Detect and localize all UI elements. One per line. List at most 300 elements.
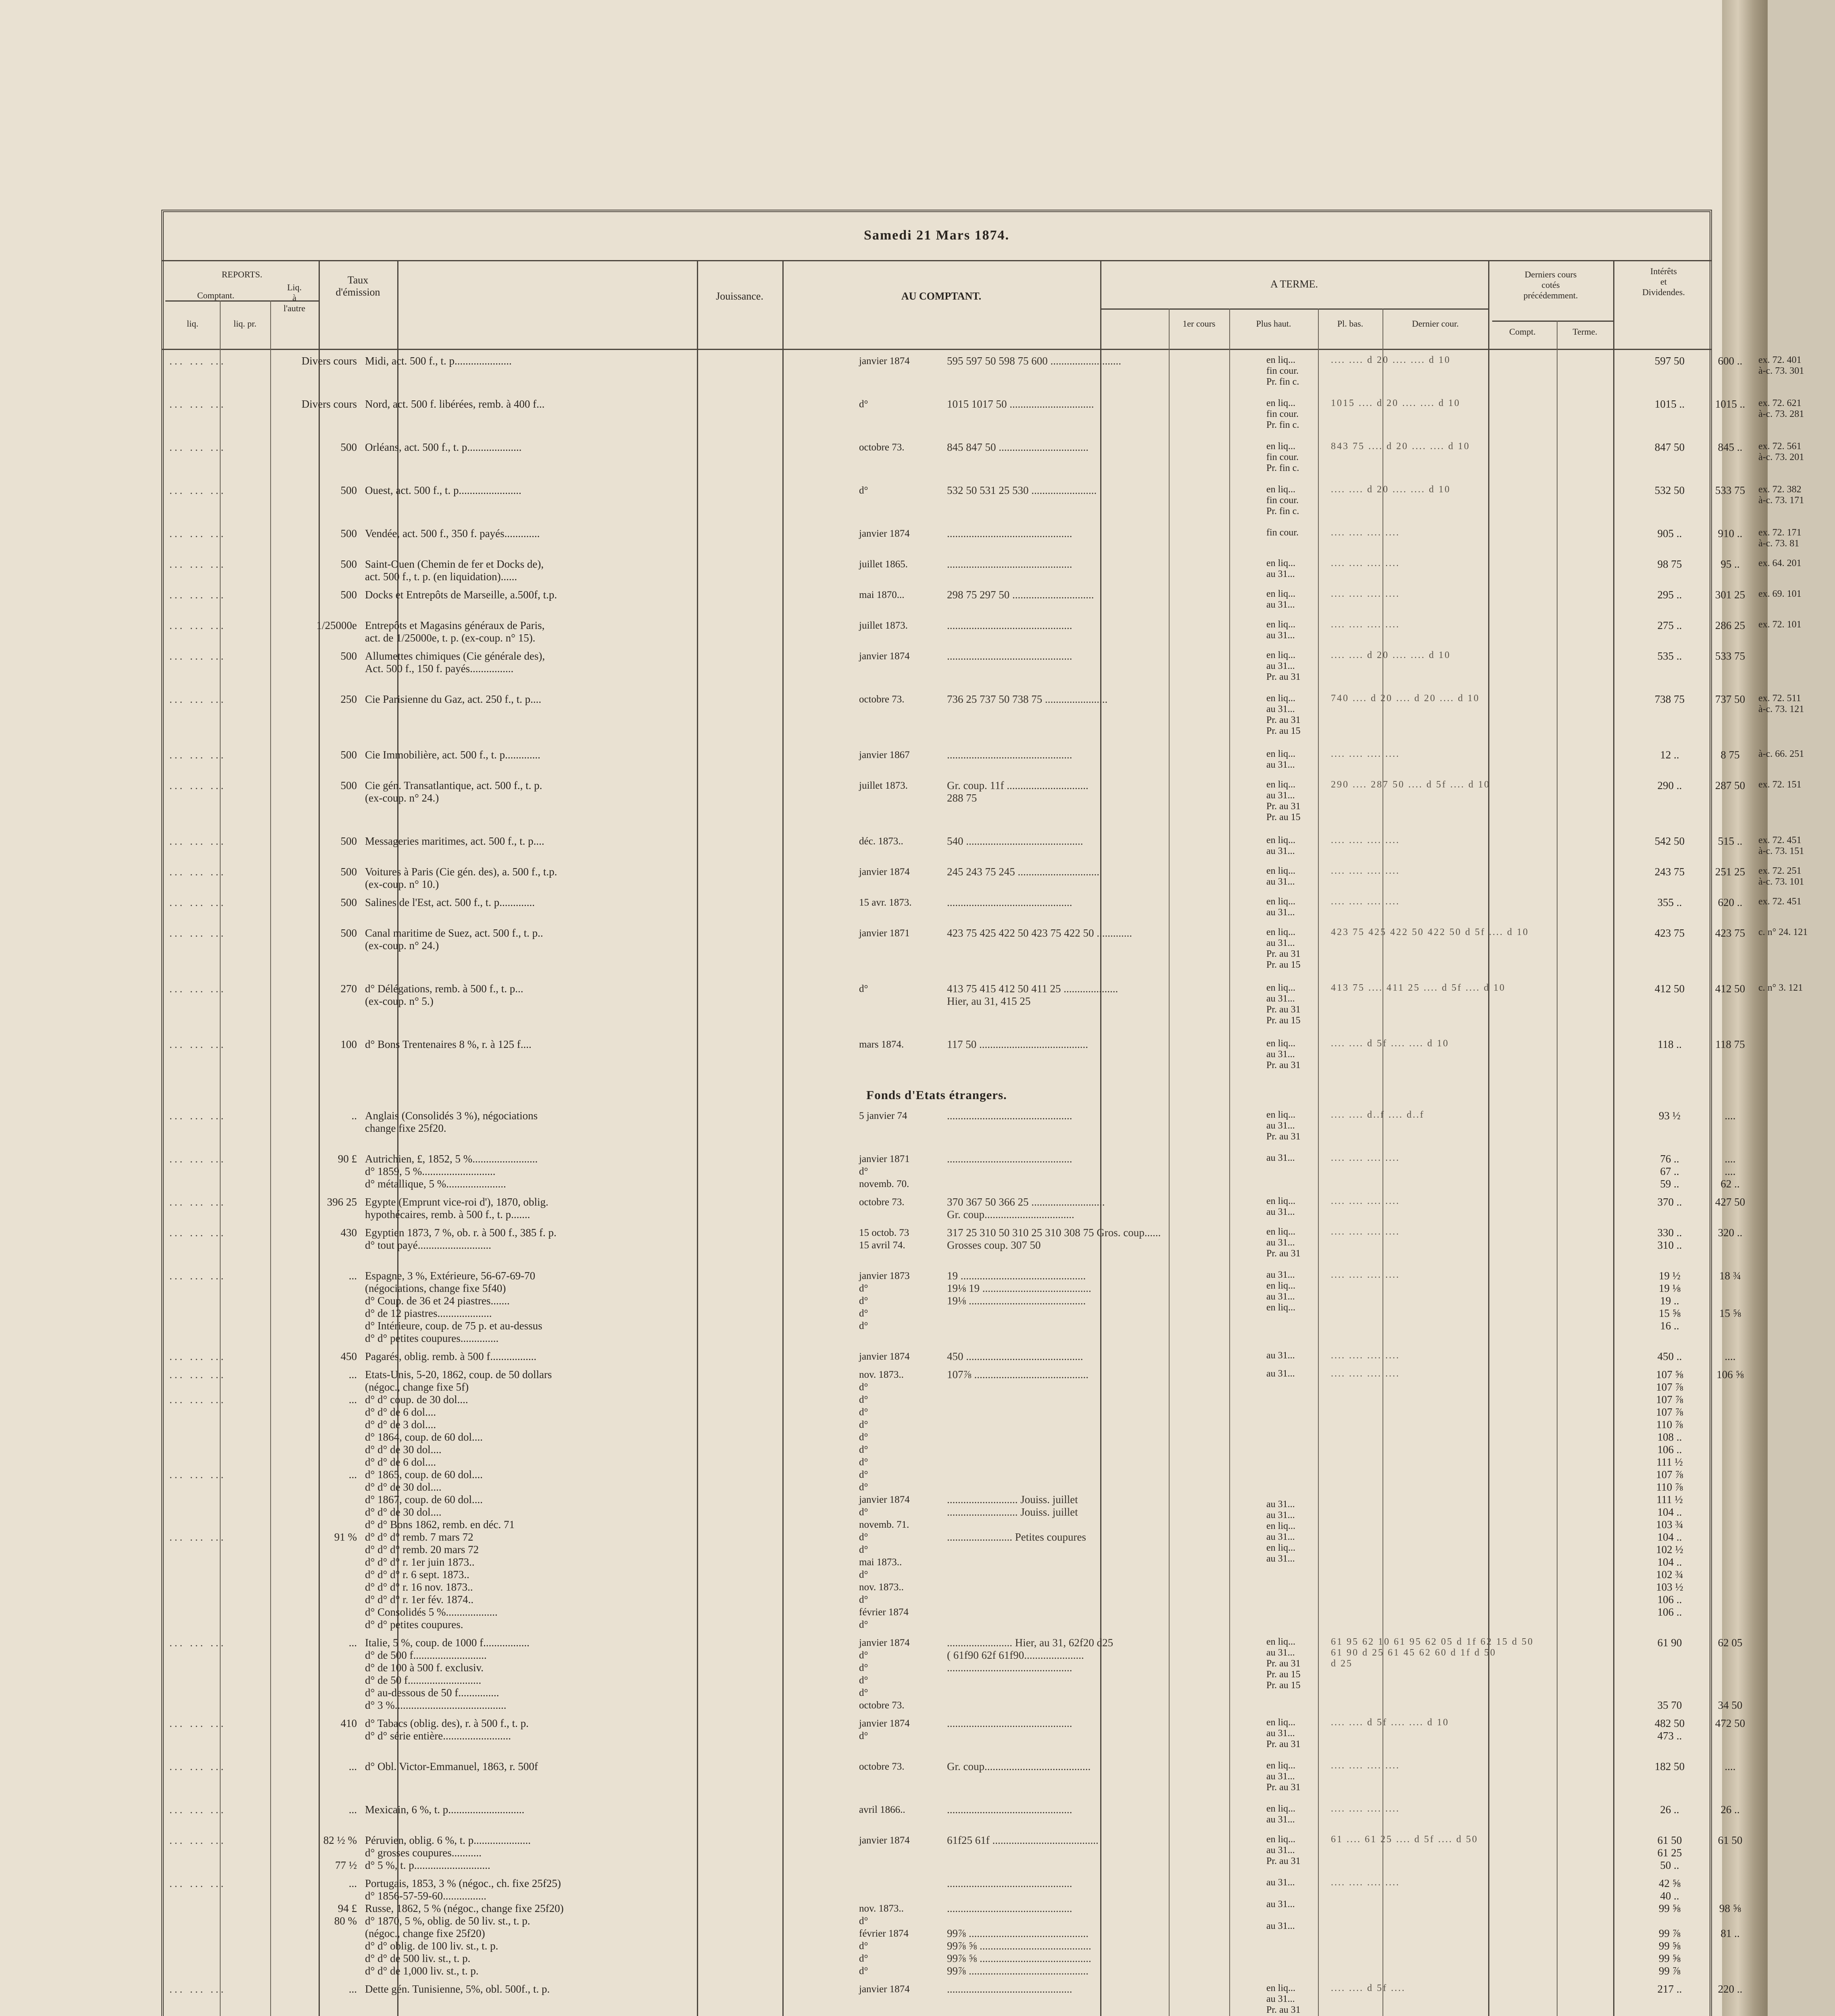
table-row (161, 1834, 1743, 1877)
terme-type: en liq... au 31... Pr. au 31 (1266, 1834, 1301, 1866)
interest-dividend: ex. 72. 621 à-c. 73. 281 (1758, 398, 1804, 419)
jouissance-cell: janvier 1873 d° d° d° d° (859, 1270, 910, 1331)
reports-cell: ... ... ... (169, 1877, 226, 1889)
taux-cell: 100 (340, 1038, 357, 1050)
terme-type: au 31... (1266, 1153, 1295, 1163)
table-row (161, 1983, 1743, 2016)
terme-prices: .... .... .... .... (1331, 749, 1400, 759)
previous-comptant: 423 75 (1654, 927, 1685, 939)
comptant-prices: 61f25 61f ....................................... (947, 1834, 1099, 1846)
comptant-prices: .............................................. (947, 749, 1072, 761)
terme-prices: .... .... .... .... (1331, 1350, 1400, 1361)
table-row (161, 650, 1745, 693)
jouissance-cell: octobre 73. (859, 1197, 905, 1208)
reports-cell: ... ... ... (169, 1227, 226, 1239)
taux-cell: 500 (340, 527, 357, 539)
table-row (161, 619, 1802, 650)
taux-cell: Divers cours (301, 398, 357, 410)
jouissance-cell: mars 1874. (859, 1039, 904, 1050)
taux-cell: 500 (340, 927, 357, 939)
interest-dividend: ex. 72. 451 (1758, 896, 1802, 907)
security-name: Cie Immobilière, act. 500 f., t. p............. (365, 749, 540, 761)
terme-type: en liq... au 31... (1266, 896, 1295, 918)
hdr-interets: Intérêts et Dividendes. (1642, 266, 1685, 297)
previous-terme: 600 .. (1718, 355, 1743, 367)
terme-prices: .... .... .... .... (1331, 1804, 1400, 1814)
jouissance-cell: d° (859, 983, 868, 994)
previous-comptant: 26 .. (1660, 1804, 1679, 1816)
previous-comptant: 61 50 61 25 50 .. (1657, 1834, 1682, 1871)
security-name: Saint-Ouen (Chemin de fer et Docks de), act. 500 f., t. p. (en liquidation)...... (365, 558, 544, 583)
comptant-prices: .............................................. (947, 650, 1072, 662)
terme-type: en liq... au 31... (1266, 1804, 1295, 1825)
terme-prices: .... .... .... .... (1331, 1153, 1400, 1163)
previous-terme: 251 25 (1715, 866, 1745, 878)
previous-terme: 286 25 (1715, 619, 1745, 631)
previous-comptant: 482 50 473 .. (1654, 1717, 1685, 1742)
taux-cell: 500 (340, 484, 357, 496)
terme-prices: .... .... .... .... (1331, 866, 1400, 876)
comptant-prices: 298 75 297 50 .............................. (947, 589, 1094, 601)
terme-prices: .... .... .... .... (1331, 835, 1400, 846)
security-name: Anglais (Consolidés 3 %), négociations change fixe 25f20. (365, 1110, 538, 1134)
security-name: Orléans, act. 500 f., t. p.................... (365, 441, 522, 453)
terme-type: en liq... au 31... (1266, 749, 1295, 770)
jouissance-cell: nov. 1873.. d° février 1874 d° d° d° (859, 1903, 909, 1976)
table-row (161, 441, 1804, 484)
previous-comptant: 12 .. (1660, 749, 1679, 761)
terme-type: en liq... au 31... Pr. au 31 (1266, 1110, 1301, 1142)
table-row (161, 1196, 1745, 1227)
taux-cell: 1/25000e (316, 619, 357, 631)
terme-type: en liq... fin cour. Pr. fin c. (1266, 441, 1299, 473)
interest-dividend: à-c. 66. 251 (1758, 749, 1804, 759)
previous-terme: 287 50 (1715, 779, 1745, 791)
terme-prices: 843 75 .... d 20 .... .... d 10 (1331, 441, 1470, 452)
taux-cell: ... (348, 1983, 357, 1995)
taux-cell: 82 ½ % 77 ½ (323, 1834, 357, 1871)
reports-cell: ... ... ... ... ... ... ... ... ... ... ... ... (169, 1368, 226, 1543)
security-name: Salines de l'Est, act. 500 f., t. p............. (365, 896, 535, 908)
taux-cell: 90 £ (338, 1153, 357, 1165)
terme-type: en liq... au 31... Pr. au 31 Pr. au 15 Pr. au 15 (1266, 1637, 1301, 1691)
terme-prices: 61 95 62 10 61 95 62 05 d 1f 62 15 d 50 61 90 d 25 61 45 62 60 d 1f d 50 d 25 (1331, 1637, 1534, 1669)
security-name: Egyptien 1873, 7 %, ob. r. à 500 f., 385 f. p. d° tout payé........................... (365, 1227, 557, 1251)
previous-comptant: 182 50 (1654, 1760, 1685, 1772)
reports-cell: ... ... ... (169, 1983, 226, 1995)
jouissance-cell: janvier 1874 (859, 651, 910, 662)
security-name: Vendée, act. 500 f., 350 f. payés............. (365, 527, 540, 539)
hdr-pl-bas: Pl. bas. (1337, 319, 1364, 329)
security-name: Autrichien, £, 1852, 5 %........................ d° 1859, 5 %........................... d° métallique, 5 %...................... (365, 1153, 538, 1190)
terme-prices: .... .... d 5f .... (1331, 1983, 1405, 1993)
previous-terme: 533 75 (1715, 650, 1745, 662)
terme-prices: 413 75 .... 411 25 .... d 5f .... d 10 (1331, 983, 1506, 993)
previous-comptant: 76 .. 67 .. 59 .. (1660, 1153, 1679, 1190)
terme-type: en liq... au 31... (1266, 866, 1295, 887)
terme-type: en liq... au 31... Pr. au 31 (1266, 650, 1301, 682)
comptant-prices: .............................................. (947, 1804, 1072, 1816)
previous-terme: 427 50 (1715, 1196, 1745, 1208)
terme-prices: .... .... .... .... (1331, 1227, 1400, 1237)
jouissance-cell: janvier 1874 (859, 528, 910, 539)
comptant-prices: 413 75 415 412 50 411 25 .................... Hier, au 31, 415 25 (947, 983, 1118, 1007)
security-name: Egypte (Emprunt vice-roi d'), 1870, oblig. hypothécaires, remb. à 500 f., t. p....... (365, 1196, 548, 1220)
interest-dividend: ex. 72. 101 (1758, 619, 1802, 630)
previous-comptant: 295 .. (1657, 589, 1682, 601)
table-row (161, 355, 1804, 398)
jouissance-cell: nov. 1873.. d° d° d° d° d° d° d° d° d° janvier 1874 d° novemb. 71. d° d° mai 1873.. d° nov. 1873.. d° février 1874 d° (859, 1369, 910, 1630)
previous-terme: 533 75 (1715, 484, 1745, 496)
security-name: Midi, act. 500 f., t. p..................... (365, 355, 512, 367)
previous-terme: 118 75 (1715, 1038, 1745, 1050)
security-name: Cie Parisienne du Gaz, act. 250 f., t. p.... (365, 693, 542, 705)
previous-comptant: 118 .. (1658, 1038, 1682, 1050)
table-row (161, 983, 1803, 1038)
previous-terme: 98 ⅝ 81 .. (1719, 1902, 1741, 1939)
terme-prices: .... .... d 5f .... .... d 10 (1331, 1717, 1449, 1728)
taux-cell: 500 (340, 749, 357, 761)
hdr-taux: Taux d'émission (336, 274, 380, 298)
reports-cell: ... ... ... (169, 558, 226, 570)
taux-cell: ... (348, 1804, 357, 1816)
reports-cell: ... ... ... (169, 1038, 226, 1050)
reports-cell: ... ... ... (169, 619, 226, 631)
previous-comptant: 1015 .. (1654, 398, 1685, 410)
security-name: Voitures à Paris (Cie gén. des), a. 500 f., t.p. (ex-coup. n° 10.) (365, 866, 557, 890)
table-row (161, 1350, 1736, 1368)
jouissance-cell: janvier 1867 (859, 750, 910, 760)
previous-terme: 8 75 (1720, 749, 1740, 761)
previous-comptant: 275 .. (1657, 619, 1682, 631)
hdr-derniers-cours: Derniers cours cotés précédemment. (1523, 269, 1578, 300)
comptant-prices: .............................................. (947, 1153, 1072, 1165)
previous-terme: .... .... 62 .. (1720, 1153, 1740, 1190)
comptant-prices: 736 25 737 50 738 75 ....................... (947, 693, 1108, 705)
interest-dividend: ex. 72. 511 à-c. 73. 121 (1758, 693, 1804, 714)
taux-cell: 500 (340, 835, 357, 847)
jouissance-cell: janvier 1874 (859, 356, 910, 367)
interest-dividend: c. n° 3. 121 (1758, 983, 1803, 993)
interest-dividend: ex. 72. 382 à-c. 73. 171 (1758, 484, 1804, 506)
terme-type: en liq... au 31... Pr. au 31 (1266, 1038, 1301, 1070)
hdr-liq-pr: liq. pr. (234, 319, 256, 329)
table-row (161, 1877, 1741, 1983)
hdr-terme: Terme. (1572, 327, 1597, 337)
header-bottom-rule (161, 349, 1712, 350)
table-row (161, 1153, 1740, 1196)
terme-prices: .... .... .... .... (1331, 1760, 1400, 1771)
jouissance-cell: 15 avr. 1873. (859, 897, 912, 908)
jouissance-cell: janvier 1871 (859, 928, 910, 939)
reports-cell: ... ... ... (169, 1637, 226, 1649)
hdr-reports: REPORTS. (221, 269, 263, 279)
previous-terme: 106 ⅝ (1716, 1368, 1744, 1381)
previous-terme: .... (1724, 1350, 1736, 1362)
comptant-prices: Gr. coup....................................... (947, 1760, 1091, 1772)
security-name: Allumettes chimiques (Cie générale des), Act. 500 f., 150 f. payés................ (365, 650, 545, 675)
previous-terme: 62 05 34 50 (1718, 1637, 1743, 1711)
security-name: Pagarés, oblig. remb. à 500 f................. (365, 1350, 537, 1362)
previous-terme: 845 .. (1718, 441, 1743, 453)
previous-comptant: 42 ⅝ 40 .. 99 ⅝ 99 ⅞ 99 ⅝ 99 ⅝ 99 ⅞ (1659, 1877, 1681, 1977)
interest-dividend: ex. 72. 251 à-c. 73. 101 (1758, 866, 1804, 887)
previous-comptant: 290 .. (1657, 779, 1682, 791)
jouissance-cell: d° (859, 399, 868, 410)
taux-cell: 500 (340, 896, 357, 908)
table-row (161, 1270, 1741, 1350)
previous-comptant: 905 .. (1657, 527, 1682, 539)
reports-cell: ... ... ... (169, 1270, 226, 1282)
terme-prices: .... .... .... .... (1331, 1368, 1400, 1379)
table-row (161, 779, 1802, 835)
previous-comptant: 19 ½ 19 ⅛ 19 .. 15 ⅝ 16 .. (1659, 1270, 1681, 1332)
comptant-prices: 532 50 531 25 530 ........................ (947, 484, 1097, 496)
table-row (161, 835, 1804, 866)
table-row (161, 1368, 1744, 1637)
previous-comptant: 61 90 35 70 (1657, 1637, 1682, 1711)
reports-cell: ... ... ... (169, 983, 226, 995)
previous-terme: 1015 .. (1715, 398, 1745, 410)
terme-prices: .... .... .... .... (1331, 1877, 1400, 1888)
derniers-subrule (1492, 321, 1613, 322)
previous-comptant: 93 ½ (1659, 1110, 1681, 1122)
reports-cell: ... ... ... (169, 1804, 226, 1816)
table-row (161, 558, 1802, 589)
comptant-prices: .............................................. (947, 896, 1072, 908)
terme-type: au 31... en liq... au 31... en liq... (1266, 1270, 1295, 1313)
taux-cell: ... (348, 1760, 357, 1772)
previous-comptant: 738 75 (1654, 693, 1685, 705)
a-terme-subrule (1101, 308, 1488, 310)
table-row (161, 1110, 1736, 1153)
interest-dividend: ex. 64. 201 (1758, 558, 1802, 569)
taux-cell: 500 (340, 779, 357, 791)
terme-type: au 31... au 31... au 31... en liq... au 31... en liq... au 31... (1266, 1368, 1295, 1564)
previous-terme: 18 ¾ 15 ⅝ (1719, 1270, 1741, 1319)
terme-type: au 31... (1266, 1350, 1295, 1361)
previous-terme: 26 .. (1720, 1804, 1740, 1816)
comptant-prices: 19 .............................................. 19⅛ 19 ........................................ 19⅛ ........................................... (947, 1270, 1091, 1307)
reports-cell: ... ... ... (169, 866, 226, 878)
terme-prices: 1015 .... d 20 .... .... d 10 (1331, 398, 1460, 408)
taux-cell: ... ... ... 91 % (334, 1368, 357, 1543)
reports-cell: ... ... ... (169, 835, 226, 847)
security-name: Etats-Unis, 5-20, 1862, coup. de 50 dollars (négoc., change fixe 5f) d° d° coup. de 30 dol.... d° d° de 6 dol.... d° d° de 3 dol.... d° 1864, coup. de 60 dol.... d° d° de 30 dol.... d° d° de 6 dol.... d° 1865, coup. de 60 dol.... d° d° de 30 dol.... d° 1867, coup. de 60 dol.... d° d° de 30 dol.... d° d° Bons 1862, remb. en déc. 71 d° d° d° remb. 7 mars 72 d° d° d° remb. 20 mars 72 d° d° d° r. 1er juin 1873.. d° d° d° r. 6 sept. 1873.. d° d° d° r. 16 nov. 1873.. d° d° d° r. 1er fév. 1874.. d° Consolidés 5 %................... d° d° petites coupures. (365, 1368, 552, 1631)
reports-cell: ... ... ... (169, 398, 226, 410)
terme-prices: .... .... d..f .... d..f (1331, 1110, 1424, 1120)
comptant-prices: .............................................. (947, 619, 1072, 631)
page-title: Samedi 21 Mars 1874. (863, 228, 1010, 243)
taux-cell: 500 (340, 441, 357, 453)
terme-type: en liq... fin cour. Pr. fin c. (1266, 484, 1299, 516)
taux-cell: 450 (340, 1350, 357, 1362)
jouissance-cell: janvier 1874 d° d° d° d° octobre 73. (859, 1637, 910, 1711)
comptant-prices: 450 ........................................... (947, 1350, 1083, 1362)
taux-cell: ... 94 £ 80 % (334, 1877, 357, 1927)
previous-comptant: 450 .. (1657, 1350, 1682, 1362)
comptant-prices: .............................................. (947, 1110, 1072, 1122)
security-name: Dette gén. Tunisienne, 5%, obl. 500f., t. p. (365, 1983, 550, 1995)
hdr-1er-cours: 1er cours (1182, 319, 1216, 329)
reports-cell: ... ... ... (169, 650, 226, 662)
terme-type: en liq... au 31... Pr. au 31 Pr. au 15 (1266, 693, 1301, 736)
table-row (161, 927, 1808, 983)
terme-prices: .... .... .... .... (1331, 1196, 1400, 1206)
comptant-prices: 117 50 ........................................ (947, 1038, 1088, 1050)
security-name: Docks et Entrepôts de Marseille, a.500f, t.p. (365, 589, 557, 601)
table-row (161, 1227, 1743, 1270)
taux-cell: 270 (340, 983, 357, 995)
hdr-comptant: Comptant. (197, 290, 235, 300)
previous-comptant: 370 .. (1657, 1196, 1682, 1208)
security-name: d° Obl. Victor-Emmanuel, 1863, r. 500f (365, 1760, 538, 1772)
table-row (161, 1717, 1745, 1760)
jouissance-cell: 5 janvier 74 (859, 1110, 907, 1121)
jouissance-cell: d° (859, 485, 868, 496)
reports-cell: ... ... ... (169, 1196, 226, 1208)
security-name: Entrepôts et Magasins généraux de Paris, act. de 1/25000e, t. p. (ex-coup. n° 15). (365, 619, 545, 644)
terme-type: fin cour. (1266, 527, 1299, 538)
reports-cell: ... ... ... (169, 1110, 226, 1122)
security-name: Mexicain, 6 %, t. p............................ (365, 1804, 525, 1816)
reports-cell: ... ... ... (169, 1760, 226, 1772)
terme-type: en liq... au 31... Pr. au 31 (1266, 1227, 1301, 1259)
terme-prices: 423 75 425 422 50 422 50 d 5f .... d 10 (1331, 927, 1529, 937)
comptant-prices: 1015 1017 50 ............................... (947, 398, 1094, 410)
previous-terme: 423 75 (1715, 927, 1745, 939)
previous-comptant: 597 50 (1654, 355, 1685, 367)
reports-cell: ... ... ... (169, 693, 226, 705)
jouissance-cell: juillet 1865. (859, 559, 908, 570)
previous-comptant: 217 .. (1657, 1983, 1682, 1995)
taux-cell: 396 25 (327, 1196, 357, 1208)
hdr-jouissance: Jouissance. (716, 290, 763, 302)
comptant-prices: .............................................. (947, 527, 1072, 539)
previous-terme: .... (1724, 1110, 1736, 1122)
taux-cell: 500 (340, 866, 357, 878)
previous-terme: 910 .. (1718, 527, 1743, 539)
terme-prices: .... .... d 20 .... .... d 10 (1331, 355, 1451, 365)
hdr-au-comptant: AU COMPTANT. (901, 290, 982, 302)
table-row (161, 1760, 1736, 1804)
table-row (161, 866, 1804, 896)
reports-cell: ... ... ... (169, 896, 226, 908)
previous-terme: 515 .. (1718, 835, 1743, 847)
jouissance-cell: octobre 73. (859, 1761, 905, 1772)
reports-cell: ... ... ... (169, 1153, 226, 1165)
terme-type: au 31... au 31... au 31... (1266, 1877, 1295, 1931)
comptant-prices: .............................................. (947, 1717, 1072, 1729)
terme-prices: 290 .... 287 50 .... d 5f .... d 10 (1331, 779, 1490, 790)
previous-terme: 320 .. (1718, 1227, 1743, 1239)
terme-prices: .... .... d 5f .... .... d 10 (1331, 1038, 1449, 1049)
previous-terme: 472 50 (1715, 1717, 1745, 1729)
table-row (161, 484, 1804, 527)
table-row (161, 749, 1804, 779)
previous-terme: 220 .. (1718, 1983, 1743, 1995)
table-row (161, 1804, 1740, 1834)
reports-cell: ... ... ... (169, 441, 226, 453)
previous-terme: 412 50 (1715, 983, 1745, 995)
previous-comptant: 412 50 (1654, 983, 1685, 995)
interest-dividend: ex. 72. 561 à-c. 73. 201 (1758, 441, 1804, 462)
previous-terme: 95 .. (1720, 558, 1740, 570)
previous-comptant: 542 50 (1654, 835, 1685, 847)
interest-dividend: ex. 72. 401 à-c. 73. 301 (1758, 355, 1804, 376)
header-top-rule (161, 260, 1712, 261)
table-row (161, 693, 1804, 749)
interest-dividend: ex. 72. 451 à-c. 73. 151 (1758, 835, 1804, 856)
terme-type: en liq... fin cour. Pr. fin c. (1266, 355, 1299, 387)
comptant-prices: .............................................. (947, 558, 1072, 570)
previous-terme: 620 .. (1718, 896, 1743, 908)
section-heading: Fonds d'Etats étrangers. (866, 1088, 1007, 1102)
comptant-prices: Gr. coup. 11f .............................. 288 75 (947, 779, 1088, 804)
reports-cell: ... ... ... (169, 1350, 226, 1362)
hdr-dernier-cours: Dernier cour. (1412, 319, 1459, 329)
taux-cell: 500 (340, 558, 357, 570)
table-row (161, 1038, 1745, 1081)
terme-type: en liq... fin cour. Pr. fin c. (1266, 398, 1299, 430)
taux-cell: 410 (340, 1717, 357, 1729)
terme-type: en liq... au 31... Pr. au 31 Pr. au 15 (1266, 927, 1301, 970)
reports-cell: ... ... ... (169, 779, 226, 791)
reports-cell: ... ... ... (169, 1834, 226, 1846)
jouissance-cell: octobre 73. (859, 442, 905, 453)
reports-cell: ... ... ... (169, 589, 226, 601)
reports-cell: ... ... ... (169, 484, 226, 496)
comptant-prices: .............................................. (947, 1983, 1072, 1995)
comptant-prices: 245 243 75 245 .............................. (947, 866, 1099, 878)
comptant-prices: .............................................. .............................................. 99⅞ ............................................ 99⅞ ⅝ ......................................... 99⅞ ⅝ ......................................... 99⅞ ............................................ (947, 1877, 1091, 1977)
previous-comptant: 243 75 (1654, 866, 1685, 878)
jouissance-cell: janvier 1871 d° novemb. 70. (859, 1154, 910, 1189)
security-name: Cie gén. Transatlantique, act. 500 f., t. p. (ex-coup. n° 24.) (365, 779, 542, 804)
table-row (161, 896, 1802, 927)
terme-type: en liq... au 31... (1266, 835, 1295, 856)
previous-comptant: 847 50 (1654, 441, 1685, 453)
terme-type: en liq... au 31... (1266, 589, 1295, 610)
terme-type: en liq... au 31... Pr. au 31 (1266, 1717, 1301, 1749)
jouissance-cell: janvier 1874 d° (859, 1718, 910, 1741)
jouissance-cell: janvier 1874 (859, 1351, 910, 1362)
reports-cell: ... ... ... (169, 749, 226, 761)
security-name: Ouest, act. 500 f., t. p....................... (365, 484, 521, 496)
jouissance-cell: janvier 1874 (859, 866, 910, 877)
terme-type: en liq... au 31... Pr. au 31 Pr. au 15 (1266, 779, 1301, 823)
terme-prices: 61 .... 61 25 .... d 5f .... d 50 (1331, 1834, 1478, 1845)
security-name: d° Bons Trentenaires 8 %, r. à 125 f.... (365, 1038, 532, 1050)
interest-dividend: ex. 72. 171 à-c. 73. 81 (1758, 527, 1802, 549)
terme-type: en liq... au 31... Pr. au 31 (1266, 1983, 1301, 2015)
table-row (161, 1637, 1743, 1717)
reports-cell: ... ... ... (169, 527, 226, 539)
hdr-a-terme: A TERME. (1270, 278, 1318, 290)
previous-comptant: 355 .. (1657, 896, 1682, 908)
taux-cell: Divers cours (301, 355, 357, 367)
security-name: Péruvien, oblig. 6 %, t. p..................... d° grosses coupures........... d° 5 %, t. p............................ (365, 1834, 531, 1871)
hdr-compt: Compt. (1509, 327, 1536, 337)
security-name: Canal maritime de Suez, act. 500 f., t. p.. (ex-coup. n° 24.) (365, 927, 543, 952)
previous-terme: 301 25 (1715, 589, 1745, 601)
taux-cell: 430 (340, 1227, 357, 1239)
terme-type: en liq... au 31... Pr. au 31 Pr. au 15 (1266, 983, 1301, 1026)
comptant-prices: 317 25 310 50 310 25 310 308 75 Gros. coup...... Grosses coup. 307 50 (947, 1227, 1161, 1251)
hdr-liq-autre: Liq. à l'autre (283, 282, 306, 313)
reports-cell: ... ... ... (169, 355, 226, 367)
reports-cell: ... ... ... (169, 927, 226, 939)
